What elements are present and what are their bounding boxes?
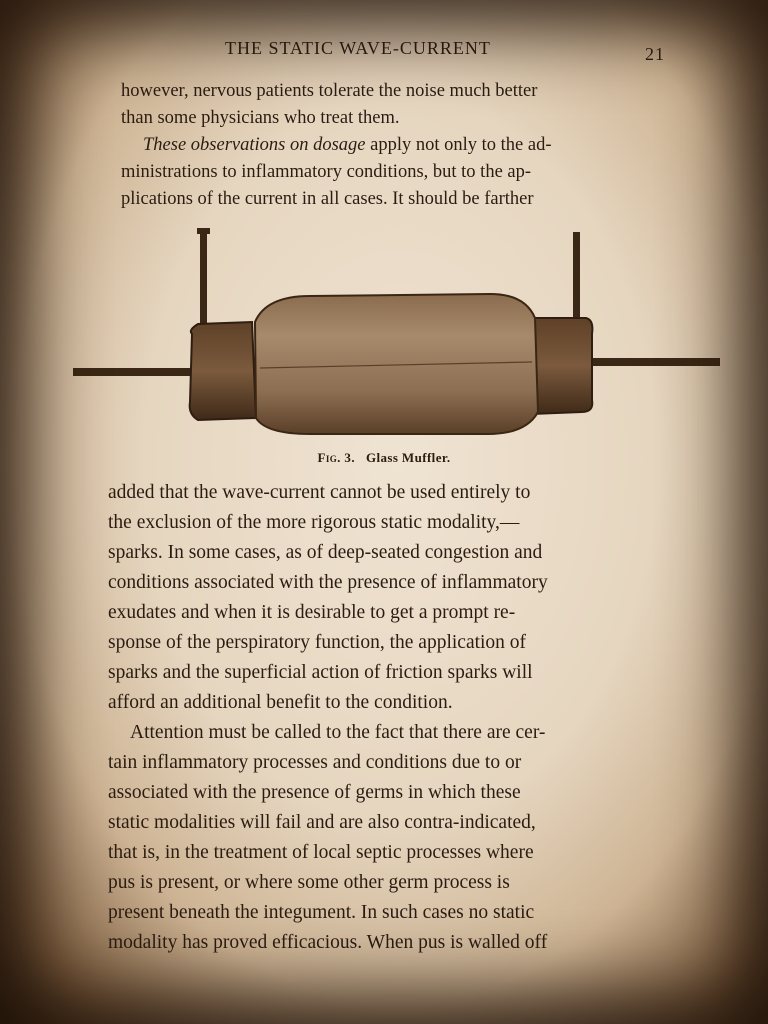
glass-body [255, 294, 538, 434]
text-line-rest: apply not only to the ad- [365, 135, 552, 155]
text-line: modality has proved efficacious. When pus is walled off [108, 932, 548, 953]
text-line: exudates and when it is desirable to get a prompt re- [108, 602, 516, 623]
text-line: present beneath the integument. In such cases no static [108, 902, 535, 923]
text-line: sparks and the superficial action of friction sparks will [108, 662, 533, 683]
text-line: afford an additional benefit to the condition. [108, 692, 453, 713]
text-line: plications of the current in all cases. It should be farther [121, 189, 534, 209]
left-end-cap [190, 322, 256, 420]
text-line: the exclusion of the more rigorous static modality,— [108, 512, 520, 533]
left-terminal-hook [197, 228, 210, 234]
figure-caption [0, 450, 768, 466]
text-line: static modalities will fail and are also contra-indicated, [108, 812, 536, 833]
page-number: 21 [645, 44, 665, 64]
text-line: conditions associated with the presence of inflammatory [108, 572, 548, 593]
text-line: pus is present, or where some other germ process is [108, 872, 510, 893]
right-rod [590, 358, 720, 366]
text-line: associated with the presence of germs in which these [108, 782, 521, 803]
text-line [121, 132, 676, 159]
text-line: sparks. In some cases, as of deep-seated congestion and [108, 542, 543, 563]
text-line: sponse of the perspiratory function, the application of [108, 632, 527, 653]
text-line: added that the wave-current cannot be used entirely to [108, 482, 531, 503]
bottom-paragraph [108, 478, 683, 958]
text-line: tain inflammatory processes and conditions due to or [108, 752, 522, 773]
right-terminal [573, 232, 580, 322]
top-paragraph [121, 78, 676, 213]
caption-label: Fig. 3. [317, 450, 355, 465]
italic-phrase: These observations on dosage [143, 135, 366, 155]
text-line: that is, in the treatment of local septic processes where [108, 842, 534, 863]
right-end-cap [532, 318, 592, 414]
text-line: however, nervous patients tolerate the noise much better [121, 81, 538, 101]
caption-text: Glass Muffler. [365, 450, 451, 465]
text-line: ministrations to inflammatory conditions, but to the ap- [121, 162, 532, 182]
left-rod [73, 368, 195, 376]
chapter-title: THE STATIC WAVE-CURRENT [225, 38, 491, 58]
glass-muffler-illustration [70, 222, 730, 452]
text-line: Attention must be called to the fact that there are cer- [130, 722, 546, 743]
left-terminal [200, 230, 207, 330]
text-line: than some physicians who treat them. [121, 108, 400, 128]
